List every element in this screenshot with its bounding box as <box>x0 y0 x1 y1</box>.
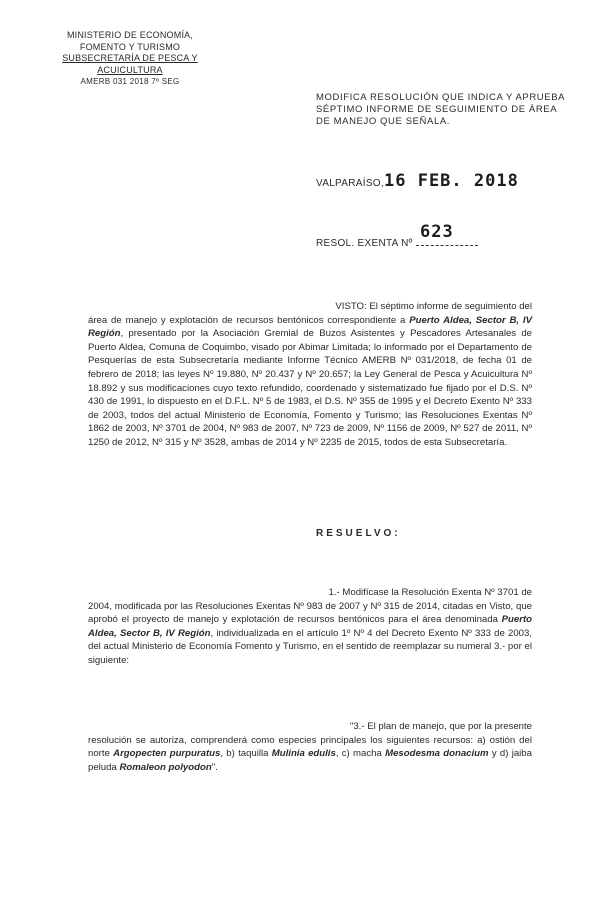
subsecretaria-line: SUBSECRETARÍA DE PESCA Y ACUICULTURA <box>62 53 198 75</box>
subject-line-1: MODIFICA RESOLUCIÓN QUE INDICA Y APRUEBA <box>316 92 566 103</box>
ministry-line-2: FOMENTO Y TURISMO <box>79 41 181 52</box>
reference-code: AMERB 031 2018 7º SEG <box>80 77 180 86</box>
subject-line-2: SÉPTIMO INFORME DE SEGUIMIENTO DE ÁREA <box>316 104 558 115</box>
species-argopecten: Argopecten purpuratus <box>113 748 221 760</box>
quote-text-i: ". <box>211 761 218 773</box>
quote-text-a: resolución se autoriza, comprenderá como especies principales los siguientes recursos: a) ostión del norte <box>88 734 532 760</box>
visto-body <box>88 314 532 450</box>
visto-text-b: , presentado por la Asociación Gremial de Buzos Asistentes y Pescadores Artesanales de Puerto Aldea, Comuna de Coquimbo, visado por Abimar Limitada; lo informado por el Departamento de Pesquerías de esta Subsecretaría mediante Informe Técnico AMERB Nº 031/2018, de fecha 01 de febrero de 2018; las leyes Nº 19.880, Nº 20.437 y Nº 20.657; la Ley General de Pesca y Acuicultura Nº 18.892 y sus modificaciones cuyo texto refundido, coordenado y sistematizado fue fijado por el D.S. Nº 430 de 1991, lo dispuesto en el D.F.L. Nº 5 de 1983, el D.S. Nº 355 de 1995 y el Decreto Exento Nº 333 de 2003, todos del actual Ministerio de Economía, Fomento y Turismo; las Resoluciones Exentas Nº 1862 de 2003, Nº 3701 de 2004, Nº 983 de 2007, Nº 723 de 2009, Nº 1156 de 2009, Nº 527 de 2011, Nº 1250 de 2012, Nº 315 y Nº 3528, ambas de 2014 y Nº 2235 de 2015, todos de esta Subsecretaría. <box>88 328 532 448</box>
visto-intro: VISTO: El séptimo informe de seguimiento del <box>335 301 532 312</box>
ministry-header <box>40 30 220 88</box>
species-romaleon: Romaleon polyodon <box>119 761 212 773</box>
resolution-label-text: RESOL. EXENTA Nº <box>316 238 413 249</box>
point-1-intro: 1.- Modifícase la Resolución Exenta Nº 3701 de <box>328 587 532 598</box>
species-mulinia: Mulinia edulis <box>271 748 336 760</box>
quote-text-c: , b) taquilla <box>220 748 272 760</box>
point-1-area: Puerto Aldea, Sector B, IV Región <box>88 614 532 639</box>
species-mesodesma: Mesodesma donacium <box>385 748 489 760</box>
date-stamp: 16 FEB. 2018 <box>384 171 519 191</box>
quote-intro: "3.- El plan de manejo, que por la presente <box>349 721 532 732</box>
place-label: VALPARAÍSO, <box>316 178 384 189</box>
visto-area-name: Puerto Aldea, Sector B, IV <box>409 314 532 326</box>
visto-text-a: área de manejo y explotación de recursos bentónicos correspondiente a <box>88 314 410 326</box>
resuelvo-point-1 <box>88 586 532 668</box>
quote-text-g: y d) jaiba peluda <box>88 748 532 773</box>
resuelvo-point-3-quote <box>88 720 532 774</box>
subject-line-3: DE MANEJO QUE SEÑALA. <box>316 116 451 127</box>
point-1-text-c: , individualizada en el artículo 1º Nº 4 del Decreto Exento Nº 333 de 2003, del actual Ministerio de Economía Fomento y Turismo, en el sentido de reemplazar su numeral 3.- por el siguiente: <box>88 627 532 666</box>
quote-text-e: , c) macha <box>335 748 386 760</box>
visto-paragraph <box>88 300 532 450</box>
resuelvo-heading: RESUELVO: <box>316 528 401 539</box>
resolution-number: 623 <box>420 222 454 242</box>
subject-block <box>316 92 566 128</box>
ministry-line-1: MINISTERIO DE ECONOMÍA, <box>66 30 194 40</box>
quote-body <box>88 734 532 775</box>
visto-region: Región <box>88 328 121 340</box>
point-1-text-a: 2004, modificada por las Resoluciones Exentas Nº 983 de 2007 y Nº 315 de 2014, citadas en Visto, que aprobó el proyecto de manejo y explotación de recursos bentónicos para el área denominada <box>88 600 532 626</box>
point-1-body <box>88 600 532 668</box>
